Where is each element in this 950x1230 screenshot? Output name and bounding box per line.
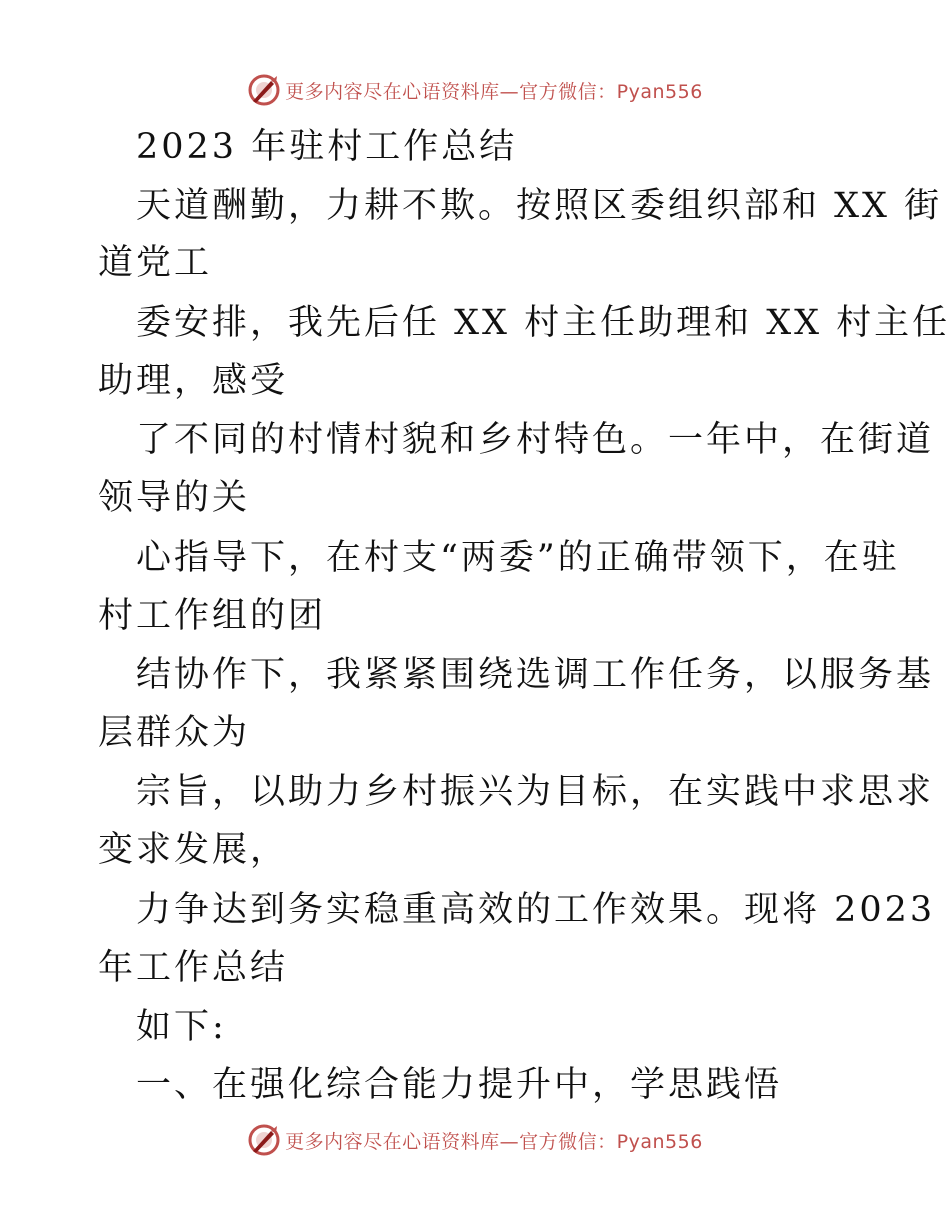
section-heading: 一、在强化综合能力提升中，学思践悟 bbox=[136, 1065, 783, 1105]
body-line: 助理，感受 bbox=[98, 361, 289, 401]
body-line: 心指导下，在村支“两委”的正确带领下，在驻 bbox=[136, 538, 900, 578]
body-line: 结协作下，我紧紧围绕选调工作任务，以服务基 bbox=[136, 655, 935, 695]
body-line: 年工作总结 bbox=[98, 948, 289, 988]
body-line: 了不同的村情村貌和乡村特色。一年中，在街道 bbox=[136, 420, 935, 460]
body-line: 变求发展， bbox=[98, 830, 289, 870]
body-line: 领导的关 bbox=[98, 478, 251, 518]
quill-pen-logo-icon bbox=[247, 73, 281, 107]
watermark-text: 更多内容尽在心语资料库—官方微信：Pyan556 bbox=[285, 1130, 703, 1153]
document-title: 2023 年驻村工作总结 bbox=[136, 127, 518, 167]
body-line: 天道酬勤，力耕不欺。按照区委组织部和 XX 街 bbox=[136, 186, 943, 226]
footer-watermark bbox=[0, 1122, 950, 1158]
watermark-text: 更多内容尽在心语资料库—官方微信：Pyan556 bbox=[285, 80, 703, 103]
body-line: 力争达到务实稳重高效的工作效果。现将 2023 bbox=[136, 890, 936, 930]
body-line: 如下: bbox=[136, 1007, 227, 1047]
body-line: 道党工 bbox=[98, 243, 213, 283]
header-watermark bbox=[0, 72, 950, 108]
body-line: 委安排，我先后任 XX 村主任助理和 XX 村主任 bbox=[136, 303, 950, 343]
body-line: 宗旨，以助力乡村振兴为目标，在实践中求思求 bbox=[136, 772, 935, 812]
body-line: 层群众为 bbox=[98, 713, 251, 753]
body-line: 村工作组的团 bbox=[98, 596, 327, 636]
quill-pen-logo-icon bbox=[247, 1123, 281, 1157]
